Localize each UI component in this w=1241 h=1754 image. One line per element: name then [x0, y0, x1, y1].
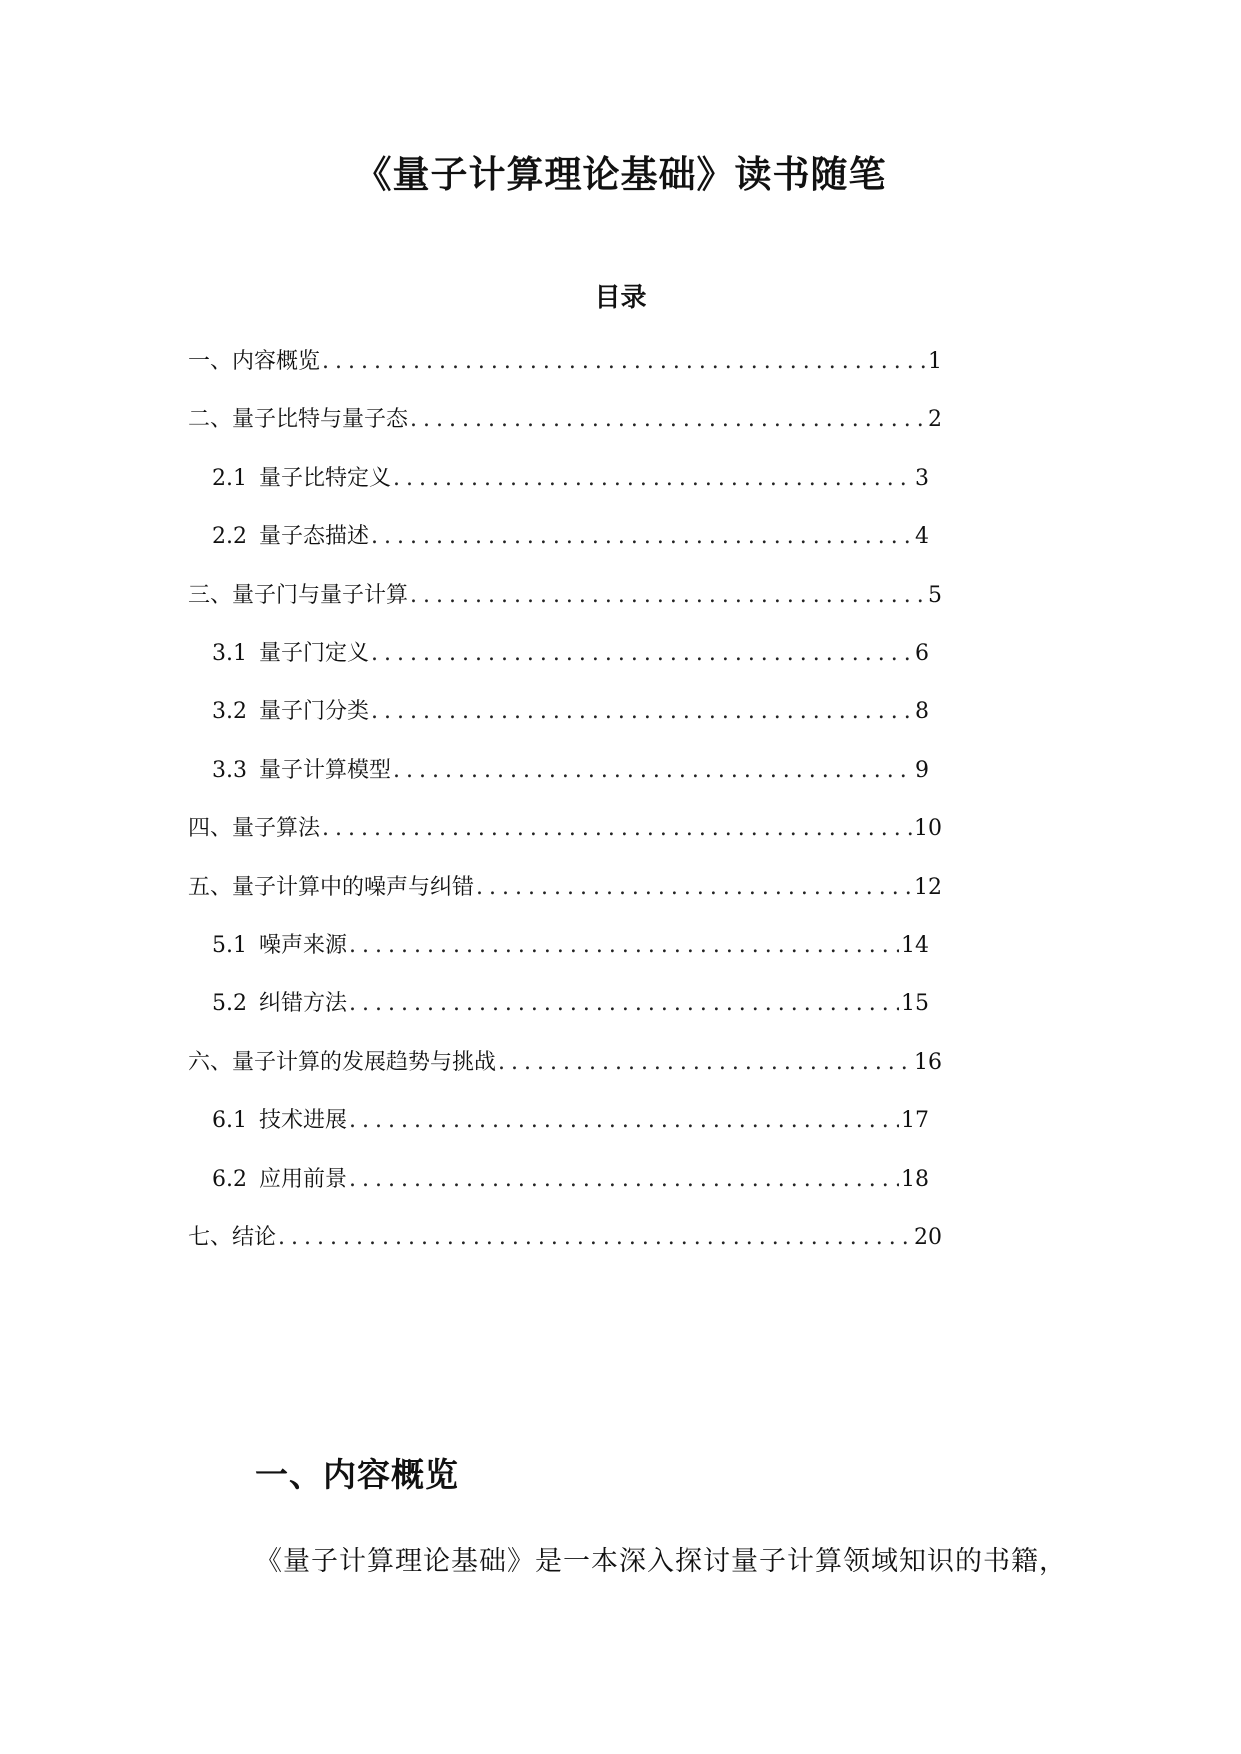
- toc-entry-label: 应用前景: [259, 1166, 348, 1192]
- toc-dot-leader: [369, 520, 913, 554]
- toc-entry-label: 量子态描述: [259, 524, 370, 550]
- toc-entry-page-number: 5: [928, 582, 942, 608]
- toc-entry[interactable]: [212, 520, 929, 554]
- toc-entry-label: 四、量子算法: [188, 816, 321, 842]
- toc-entry[interactable]: [212, 1163, 929, 1197]
- toc-entry-page-number: 1: [928, 349, 942, 374]
- toc-entry-page-number: 10: [914, 816, 942, 842]
- toc-entry-page-number: 12: [914, 874, 942, 900]
- toc-entry-label: 七、结论: [188, 1225, 277, 1250]
- toc-entry-page-number: 16: [914, 1049, 942, 1075]
- toc-dot-leader: [276, 1221, 912, 1255]
- toc-entry-label: 量子比特定义: [259, 465, 392, 491]
- toc-entry-page-number: 15: [901, 991, 929, 1017]
- toc-dot-leader: [347, 1104, 899, 1138]
- toc-entry-label: 三、量子门与量子计算: [188, 582, 409, 608]
- toc-entry-page-number: 2: [928, 407, 942, 433]
- toc-entry-number: 5.2: [212, 991, 247, 1017]
- toc-entry-number: 6.1: [212, 1108, 247, 1134]
- toc-dot-leader: [320, 812, 912, 846]
- toc-entry[interactable]: [188, 579, 942, 613]
- toc-entry-number: 5.1: [212, 933, 247, 958]
- toc-entry-label: 五、量子计算中的噪声与纠错: [188, 874, 475, 900]
- toc-entry[interactable]: [212, 1104, 929, 1138]
- toc-entry[interactable]: [212, 462, 929, 496]
- toc-entry-number: 6.2: [212, 1166, 247, 1192]
- toc-dot-leader: [369, 637, 913, 671]
- toc-entry-number: 2.2: [212, 524, 247, 550]
- toc-entry[interactable]: [188, 1221, 942, 1255]
- toc-entry[interactable]: [212, 695, 929, 729]
- toc-entry-label: 一、内容概览: [188, 349, 321, 374]
- toc-entry-page-number: 17: [901, 1108, 929, 1134]
- toc-dot-leader: [474, 871, 912, 905]
- toc-dot-leader: [347, 987, 899, 1021]
- toc-entry[interactable]: [212, 987, 929, 1021]
- toc-entry[interactable]: [212, 929, 929, 963]
- toc-entry[interactable]: [188, 812, 942, 846]
- toc-dot-leader: [408, 403, 926, 437]
- toc-dot-leader: [496, 1046, 912, 1080]
- toc-entry-label: 量子门定义: [259, 641, 370, 666]
- toc-heading: 目录: [594, 283, 647, 313]
- toc-entry-label: 噪声来源: [259, 933, 348, 958]
- toc-entry-label: 技术进展: [259, 1108, 348, 1134]
- toc-entry-page-number: 8: [915, 699, 929, 725]
- toc-dot-leader: [369, 695, 913, 729]
- toc-dot-leader: [408, 579, 926, 613]
- toc-entry-label: 六、量子计算的发展趋势与挑战: [188, 1049, 497, 1075]
- body-paragraph: 《量子计算理论基础》是一本深入探讨量子计算领域知识的书籍，: [255, 1546, 1067, 1577]
- toc-entry-page-number: 20: [914, 1225, 942, 1250]
- toc-dot-leader: [391, 462, 913, 496]
- toc-entry[interactable]: [188, 871, 942, 905]
- toc-entry-label: 纠错方法: [259, 991, 348, 1017]
- toc-entry-number: 3.2: [212, 699, 247, 725]
- document-title: 《量子计算理论基础》读书随笔: [354, 152, 887, 196]
- toc-entry[interactable]: [188, 345, 942, 379]
- toc-entry-page-number: 6: [915, 641, 929, 666]
- toc-dot-leader: [347, 929, 899, 963]
- toc-entry[interactable]: [188, 1046, 942, 1080]
- toc-dot-leader: [320, 345, 926, 379]
- toc-entry-page-number: 18: [901, 1166, 929, 1192]
- toc-entry-page-number: 14: [901, 933, 929, 958]
- toc-entry-label: 二、量子比特与量子态: [188, 407, 409, 433]
- toc-entry-number: 3.3: [212, 757, 247, 783]
- toc-dot-leader: [347, 1163, 899, 1197]
- toc-entry-number: 3.1: [212, 641, 247, 666]
- toc-dot-leader: [391, 754, 913, 788]
- toc-entry-label: 量子门分类: [259, 699, 370, 725]
- toc-entry[interactable]: [212, 754, 929, 788]
- toc-entry-number: 2.1: [212, 465, 247, 491]
- toc-entry[interactable]: [188, 403, 942, 437]
- section-heading: 一、内容概览: [255, 1455, 459, 1494]
- toc-entry-page-number: 9: [915, 757, 929, 783]
- toc-entry-page-number: 4: [915, 524, 929, 550]
- toc-entry-page-number: 3: [915, 465, 929, 491]
- toc-entry-label: 量子计算模型: [259, 757, 392, 783]
- toc-entry[interactable]: [212, 637, 929, 671]
